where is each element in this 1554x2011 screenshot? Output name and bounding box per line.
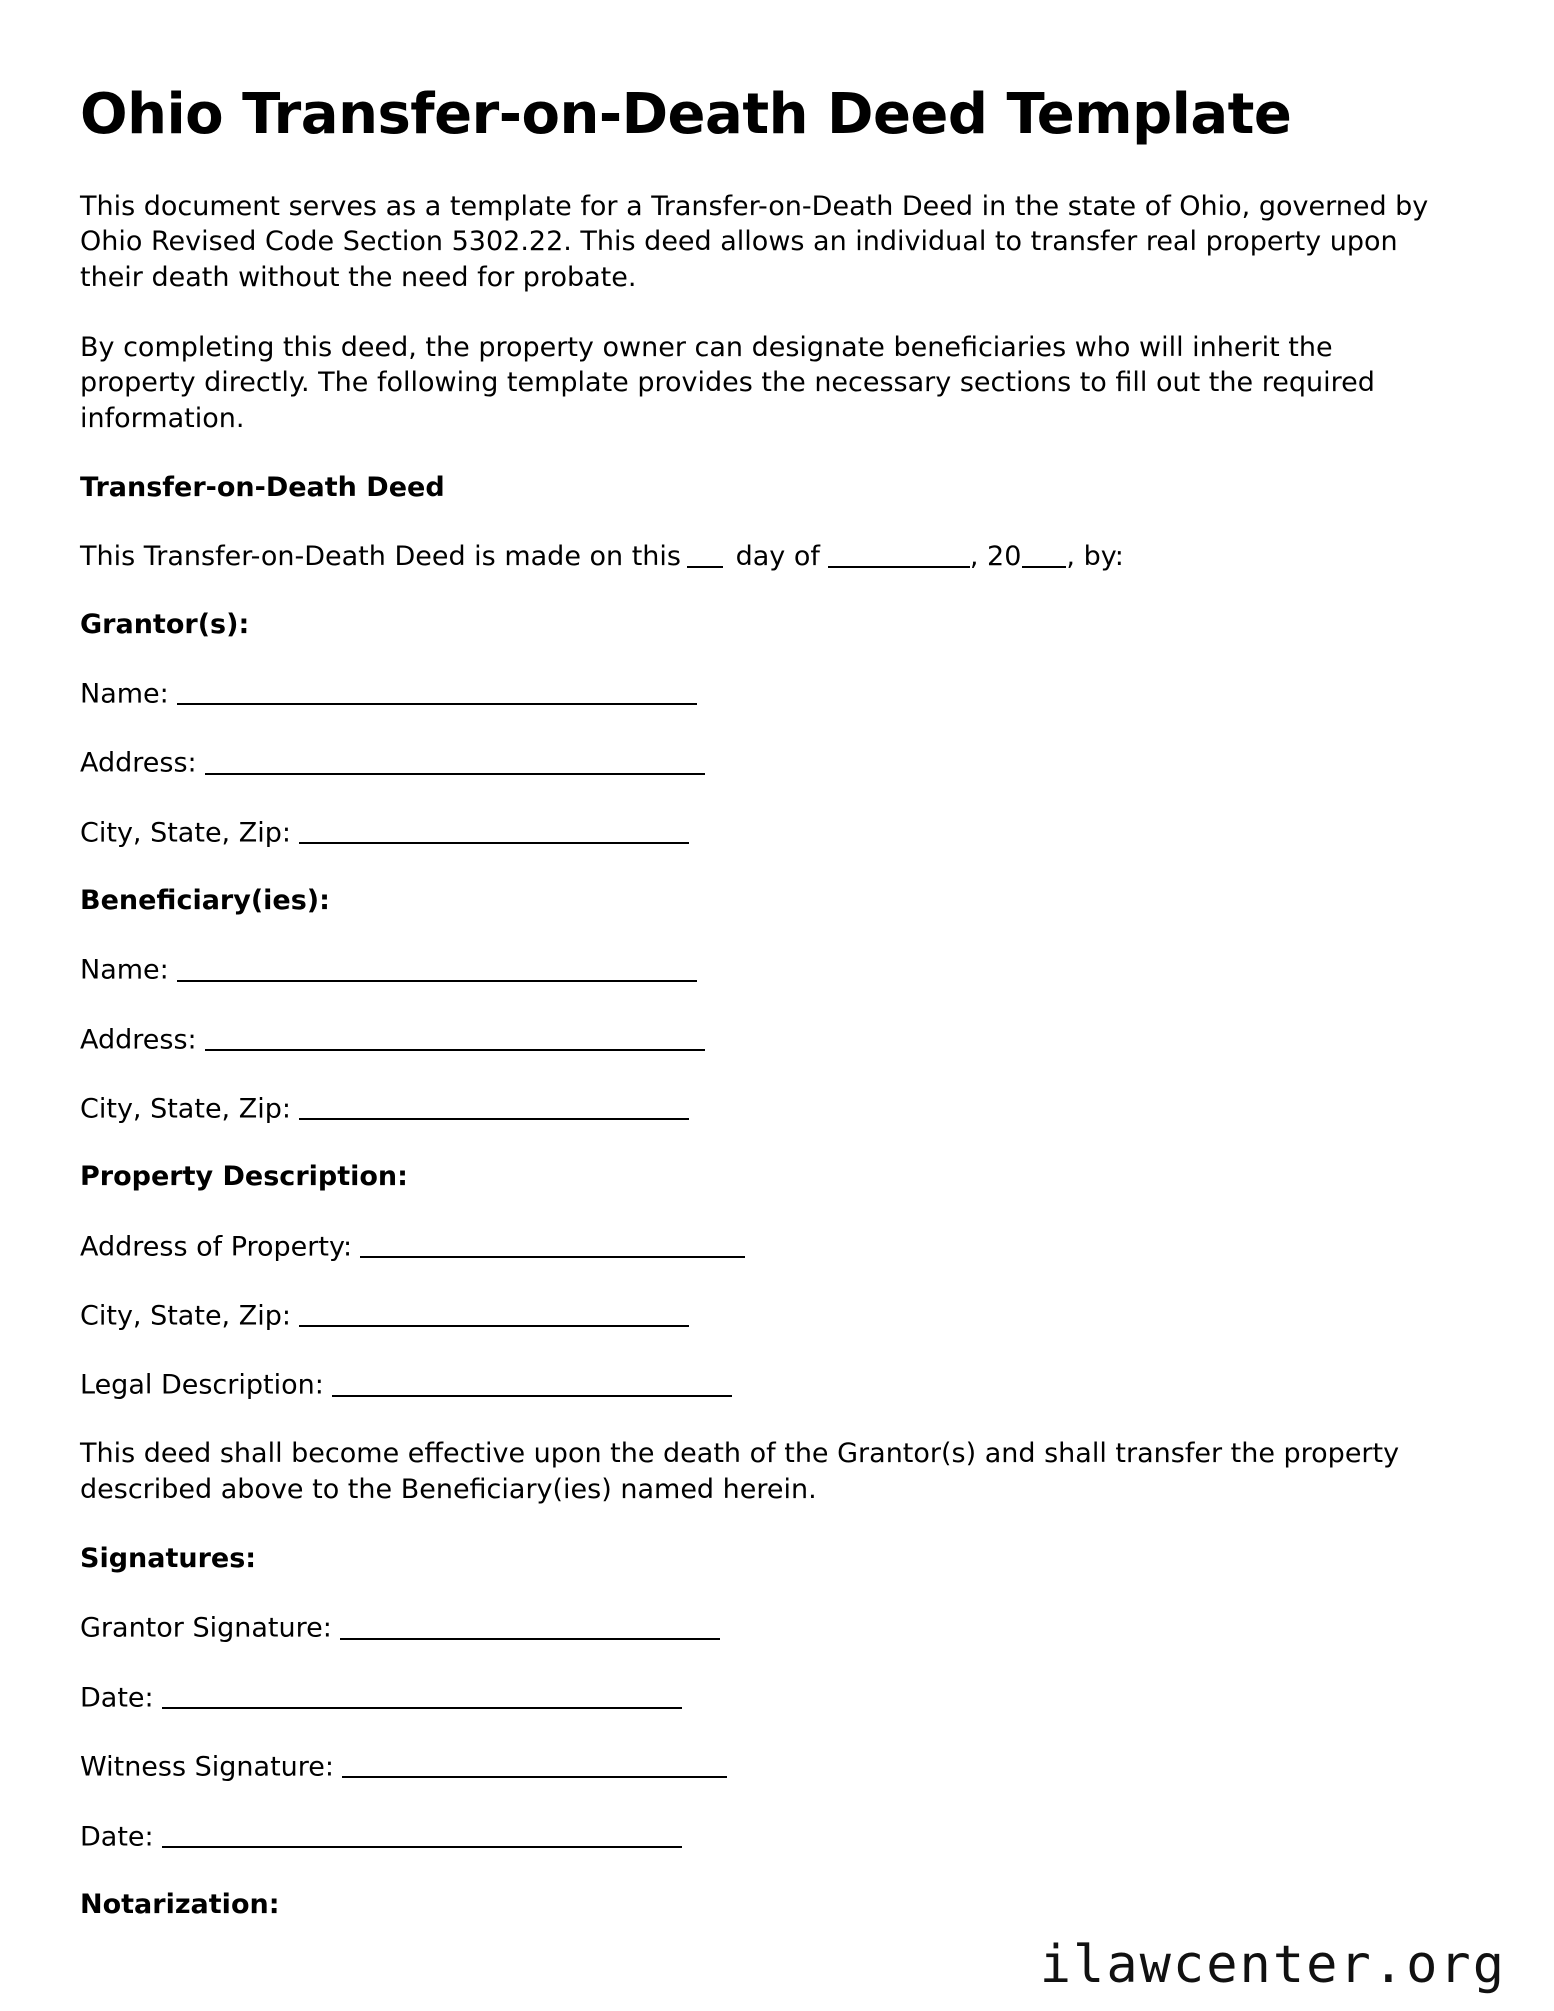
legal-description-blank[interactable] xyxy=(332,1366,732,1396)
grantor-date-blank[interactable] xyxy=(162,1679,682,1709)
property-address-row xyxy=(80,1228,1470,1264)
site-watermark: ilawcenter.org xyxy=(1039,1935,1506,1995)
deed-heading: Transfer-on-Death Deed xyxy=(80,472,445,504)
beneficiary-address-blank[interactable] xyxy=(205,1021,705,1051)
property-address-blank[interactable] xyxy=(360,1228,745,1258)
grantor-address-label: Address: xyxy=(80,747,197,779)
witness-date-blank[interactable] xyxy=(162,1818,682,1848)
effective-paragraph: This deed shall become effective upon the death of the Grantor(s) and shall transfer the property described above to the Beneficiary(ies) named herein. xyxy=(80,1437,1400,1505)
deed-date-line xyxy=(80,539,1470,574)
beneficiary-name-label: Name: xyxy=(80,954,169,986)
beneficiary-heading: Beneficiary(ies): xyxy=(80,885,330,917)
notarization-heading: Notarization: xyxy=(80,1888,280,1920)
witness-date-row xyxy=(80,1818,1470,1854)
witness-signature-blank[interactable] xyxy=(342,1748,727,1778)
grantor-date-row xyxy=(80,1679,1470,1715)
page-title: Ohio Transfer-on-Death Deed Template xyxy=(80,82,1292,147)
date-line-mid: day of xyxy=(735,540,820,572)
legal-description-row xyxy=(80,1366,1470,1402)
signatures-heading: Signatures: xyxy=(80,1543,257,1575)
grantor-signature-blank[interactable] xyxy=(340,1609,720,1639)
grantor-city-state-zip-blank[interactable] xyxy=(299,814,689,844)
grantor-signature-label: Grantor Signature: xyxy=(80,1612,332,1644)
grantor-heading: Grantor(s): xyxy=(80,608,250,640)
date-line-suffix: , by: xyxy=(1066,540,1124,572)
grantor-address-row xyxy=(80,744,1470,780)
intro-paragraph-2: By completing this deed, the property owner can designate beneficiaries who will inherit the property directly. The following template provides the necessary sections to fill out the required information. xyxy=(80,331,1375,434)
property-city-state-zip-row xyxy=(80,1297,1470,1333)
beneficiary-name-row xyxy=(80,951,1470,987)
grantor-signature-row xyxy=(80,1609,1470,1645)
beneficiary-city-state-zip-label: City, State, Zip: xyxy=(80,1093,291,1125)
beneficiary-city-state-zip-blank[interactable] xyxy=(299,1090,689,1120)
beneficiary-address-label: Address: xyxy=(80,1023,197,1055)
date-line-prefix: This Transfer-on-Death Deed is made on this xyxy=(80,540,681,572)
date-line-after-month: , 20 xyxy=(969,540,1022,572)
witness-date-label: Date: xyxy=(80,1820,154,1852)
grantor-name-blank[interactable] xyxy=(177,675,697,705)
grantor-name-row xyxy=(80,675,1470,711)
grantor-city-state-zip-label: City, State, Zip: xyxy=(80,816,291,848)
grantor-address-blank[interactable] xyxy=(205,744,705,774)
property-city-state-zip-blank[interactable] xyxy=(299,1297,689,1327)
legal-description-label: Legal Description: xyxy=(80,1369,324,1401)
property-address-label: Address of Property: xyxy=(80,1230,353,1262)
grantor-city-state-zip-row xyxy=(80,814,1470,850)
beneficiary-address-row xyxy=(80,1021,1470,1057)
beneficiary-city-state-zip-row xyxy=(80,1090,1470,1126)
witness-signature-row xyxy=(80,1748,1470,1784)
property-city-state-zip-label: City, State, Zip: xyxy=(80,1300,291,1332)
intro-paragraph-1: This document serves as a template for a Transfer-on-Death Deed in the state of Ohio, governed by Ohio Revised Code Section 5302.22. This deed allows an individual to transfer real property upon their death without the need for probate. xyxy=(80,190,1429,293)
beneficiary-name-blank[interactable] xyxy=(177,951,697,981)
property-description-heading: Property Description: xyxy=(80,1161,408,1193)
year-blank[interactable] xyxy=(1022,539,1066,568)
document-content xyxy=(80,84,1470,1955)
grantor-date-label: Date: xyxy=(80,1682,154,1713)
witness-signature-label: Witness Signature: xyxy=(80,1751,334,1783)
grantor-name-label: Name: xyxy=(80,678,169,710)
day-blank[interactable] xyxy=(687,539,723,568)
month-blank[interactable] xyxy=(828,539,970,568)
